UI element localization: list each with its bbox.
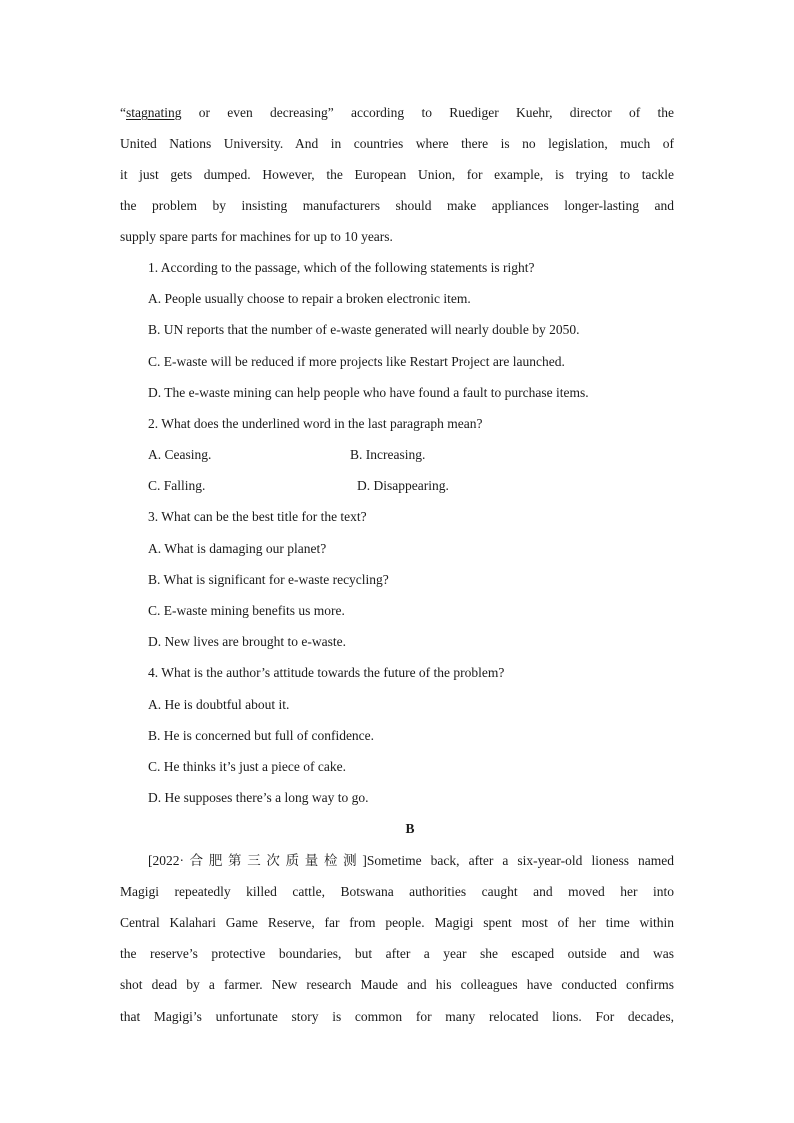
passage-b-line-6: that Magigi’s unfortunate story is common for many relocated lions. For decades,	[120, 1009, 674, 1024]
passage-b-line-2: Magigi repeatedly killed cattle, Botswana authorities caught and moved her into	[120, 884, 674, 899]
passage-a-line-1	[120, 103, 674, 123]
passage-a-line-4: the problem by insisting manufacturers should make appliances longer-lasting and	[120, 198, 674, 213]
passage-b-line-1: [2022·合肥第三次质量检测]Sometime back, after a six-year-old lioness named	[148, 853, 674, 868]
question-4-stem: 4. What is the author’s attitude towards the future of the problem?	[148, 665, 505, 680]
passage-a-line-5: supply spare parts for machines for up to 10 years.	[120, 229, 393, 244]
question-4-option-a: A. He is doubtful about it.	[148, 697, 290, 712]
question-3-option-b: B. What is significant for e-waste recycling?	[148, 572, 389, 587]
open-quote: “	[120, 105, 126, 120]
passage-b-line-4: the reserve’s protective boundaries, but after a year she escaped outside and was	[120, 946, 674, 961]
question-1-option-d: D. The e-waste mining can help people who have found a fault to purchase items.	[148, 385, 589, 400]
question-2-option-c: C. Falling.	[148, 478, 206, 493]
question-4-option-c: C. He thinks it’s just a piece of cake.	[148, 759, 346, 774]
question-3-option-a: A. What is damaging our planet?	[148, 541, 327, 556]
section-b-heading: B	[405, 821, 415, 836]
question-1-stem: 1. According to the passage, which of the following statements is right?	[148, 260, 535, 275]
question-3-option-c: C. E-waste mining benefits us more.	[148, 603, 345, 618]
question-2-option-b: B. Increasing.	[350, 447, 426, 462]
passage-b-line-3: Central Kalahari Game Reserve, far from people. Magigi spent most of her time within	[120, 915, 674, 930]
question-3-option-d: D. New lives are brought to e-waste.	[148, 634, 346, 649]
question-4-option-b: B. He is concerned but full of confidence.	[148, 728, 375, 743]
passage-a-line-3: it just gets dumped. However, the European Union, for example, is trying to tackle	[120, 167, 674, 182]
question-2-option-d: D. Disappearing.	[357, 478, 449, 493]
question-3-stem: 3. What can be the best title for the text?	[148, 509, 367, 524]
question-2-stem: 2. What does the underlined word in the last paragraph mean?	[148, 416, 483, 431]
question-1-option-a: A. People usually choose to repair a broken electronic item.	[148, 291, 471, 306]
passage-b-line-5: shot dead by a farmer. New research Maude and his colleagues have conducted confirms	[120, 977, 674, 992]
underlined-word: stagnating	[126, 105, 182, 120]
question-1-option-c: C. E-waste will be reduced if more projects like Restart Project are launched.	[148, 354, 565, 369]
question-1-option-b: B. UN reports that the number of e-waste generated will nearly double by 2050.	[148, 322, 580, 337]
question-4-option-d: D. He supposes there’s a long way to go.	[148, 790, 369, 805]
passage-a-line-1-rest: or even decreasing” according to Ruediger Kuehr, director of the	[181, 105, 674, 120]
question-2-option-a: A. Ceasing.	[148, 447, 212, 462]
passage-a-line-2: United Nations University. And in countries where there is no legislation, much of	[120, 136, 674, 151]
